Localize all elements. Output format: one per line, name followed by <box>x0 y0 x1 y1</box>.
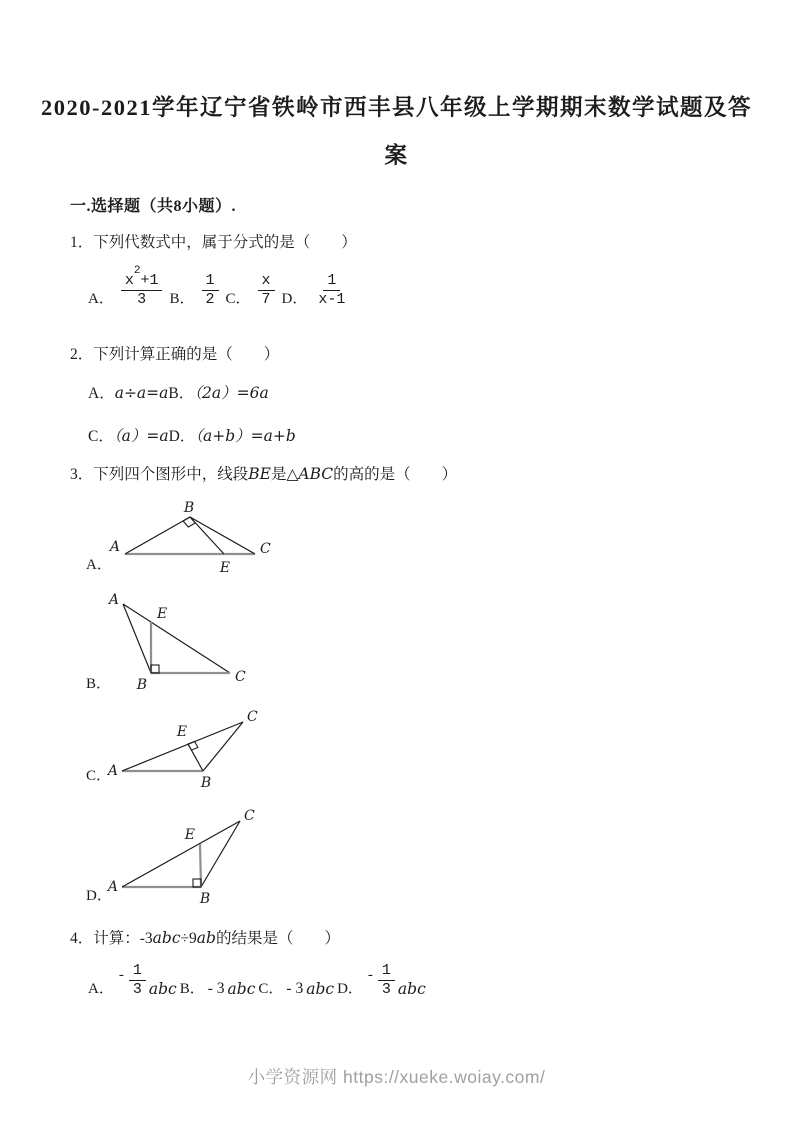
q4-fraction-d-denominator: 3 <box>381 981 391 998</box>
fig-c-vertex-label-b: B <box>200 775 212 788</box>
fig-c-vertex-label-a: A <box>107 763 118 779</box>
q2-option-b-label: B． <box>168 385 195 402</box>
question-2-options-row2 <box>88 424 296 446</box>
fig-c-vertex-label-c: C <box>247 709 258 725</box>
fig-d-side-ac <box>122 821 240 887</box>
q3-segment-name: BE <box>248 465 271 483</box>
figure-b-label: B． <box>86 676 112 692</box>
q2-option-d-label: D． <box>168 428 196 445</box>
fig-b-side-ab <box>123 604 151 673</box>
q2-option-c-label: C． <box>88 428 114 445</box>
fig-d-vertex-label-e: E <box>184 827 195 843</box>
q2-option-b-math: （2a）=6a <box>194 384 269 402</box>
q2-option-a-label: A． <box>88 385 115 402</box>
fig-d-side-bc <box>201 821 240 887</box>
question-1-options <box>88 265 349 309</box>
q1-fraction-b-denominator: 2 <box>205 291 215 308</box>
question-3-stem <box>70 462 457 484</box>
q4-option-d-label: D． <box>337 981 363 997</box>
fig-a-side-ab <box>125 517 190 554</box>
fig-b-side-ac <box>123 604 230 673</box>
q1-fraction-a-numerator <box>121 265 163 291</box>
q4-stem-var1: abc <box>152 929 181 947</box>
q2-option-c-math: （a）=a <box>113 427 169 445</box>
q4-option-c-var: abc <box>306 980 335 998</box>
q4-stem-prefix: 4．计算：-3 <box>70 930 153 947</box>
question-4-stem <box>70 926 340 948</box>
q2-option-d-math: （a+b）=a+b <box>195 427 296 445</box>
q1-frac-a-num-rest: +1 <box>140 272 159 289</box>
q1-option-c-label: C． <box>225 291 251 307</box>
q4-stem-var2: ab <box>196 929 216 947</box>
q1-fraction-b-numerator: 1 <box>202 272 219 291</box>
q4-fraction-a-numerator: 1 <box>129 962 146 981</box>
figure-d-triangle-svg <box>85 806 285 906</box>
q1-fraction-c-numerator: x <box>258 272 275 291</box>
fig-c-vertex-label-e: E <box>176 724 188 740</box>
footer-site-link[interactable]: 小学资源网 https://xueke.woiay.com/ <box>247 1067 546 1087</box>
fig-a-vertex-label-a: A <box>109 539 120 555</box>
q4-stem-suffix: 的结果是（ ） <box>215 930 340 947</box>
q1-option-d-label: D． <box>281 291 308 307</box>
figure-b-triangle-svg <box>85 592 285 692</box>
q4-option-d-minus: - <box>367 967 373 983</box>
q1-fraction-a-denominator: 3 <box>137 291 147 308</box>
q4-stem-mid: ÷9 <box>180 930 197 947</box>
figure-c-triangle-svg <box>85 703 285 788</box>
q4-option-d-var: abc <box>397 980 426 998</box>
q3-triangle-name: ABC <box>298 465 334 483</box>
q4-fraction-a-denominator: 3 <box>132 981 142 998</box>
question-2-options-row1 <box>88 381 269 403</box>
q1-option-b-label: B． <box>169 291 195 307</box>
fig-d-vertex-label-b: B <box>199 891 211 906</box>
q3-stem-mid: 是△ <box>270 466 299 483</box>
fig-a-vertex-label-c: C <box>260 541 271 557</box>
fig-d-vertex-label-c: C <box>244 808 255 824</box>
fig-b-vertex-label-e: E <box>157 606 168 622</box>
document-title <box>0 84 793 180</box>
question-4-options <box>88 962 426 999</box>
q3-stem-suffix: 的高的是（ ） <box>333 466 458 483</box>
question-2-stem: 2．下列计算正确的是（ ） <box>70 346 280 363</box>
document-title-line2: 案 <box>384 143 409 168</box>
q2-option-a-math: a÷a=a <box>114 384 169 402</box>
figure-a-label: A． <box>86 557 112 573</box>
q4-option-b-label: B． <box>179 981 205 997</box>
question-1-stem: 1．下列代数式中，属于分式的是（ ） <box>70 234 357 251</box>
q3-stem-prefix: 3．下列四个图形中，线段 <box>70 466 249 483</box>
q4-option-c-prefix: - 3 <box>286 980 304 997</box>
fig-a-vertex-label-e: E <box>219 560 231 576</box>
q1-fraction-d-denominator: x-1 <box>318 291 346 308</box>
q1-fraction-c-denominator: 7 <box>261 291 271 308</box>
q1-frac-a-num-exponent: 2 <box>133 265 141 277</box>
q1-option-a-label: A． <box>88 291 114 307</box>
figure-d-label: D． <box>86 888 112 904</box>
q4-option-a-label: A． <box>88 981 114 997</box>
q4-option-a-var: abc <box>148 980 177 998</box>
footer-watermark <box>0 1064 793 1089</box>
section-heading: 一.选择题（共8小题）. <box>70 198 237 215</box>
fig-b-vertex-label-c: C <box>235 669 246 685</box>
q1-fraction-d-numerator: 1 <box>323 272 340 291</box>
q1-option-d-fraction <box>314 272 349 309</box>
q4-option-c-label: C． <box>258 981 284 997</box>
fig-b-vertex-label-b: B <box>136 677 147 692</box>
q4-fraction-d-numerator: 1 <box>378 962 395 981</box>
q4-option-a-minus: - <box>118 967 124 983</box>
document-title-line1: 2020-2021学年辽宁省铁岭市西丰县八年级上学期期末数学试题及答 <box>41 95 752 120</box>
q4-option-b-var: abc <box>227 980 256 998</box>
q4-option-a-fraction <box>129 962 146 999</box>
q1-frac-a-num-base: x <box>124 272 134 289</box>
q1-option-c-fraction <box>258 272 275 309</box>
q1-option-a-fraction <box>121 265 163 309</box>
q4-option-b-prefix: - 3 <box>207 980 225 997</box>
q1-option-b-fraction <box>202 272 219 309</box>
fig-b-vertex-label-a: A <box>108 592 119 608</box>
fig-b-right-angle-mark <box>151 665 159 673</box>
q4-option-d-fraction <box>378 962 395 999</box>
fig-d-vertex-label-a: A <box>107 879 118 895</box>
fig-c-side-bc <box>203 722 243 771</box>
figure-c-label: C． <box>86 768 112 784</box>
fig-a-side-bc <box>190 517 255 554</box>
fig-a-vertex-label-b: B <box>183 500 195 516</box>
figure-a-triangle-svg <box>85 497 285 579</box>
